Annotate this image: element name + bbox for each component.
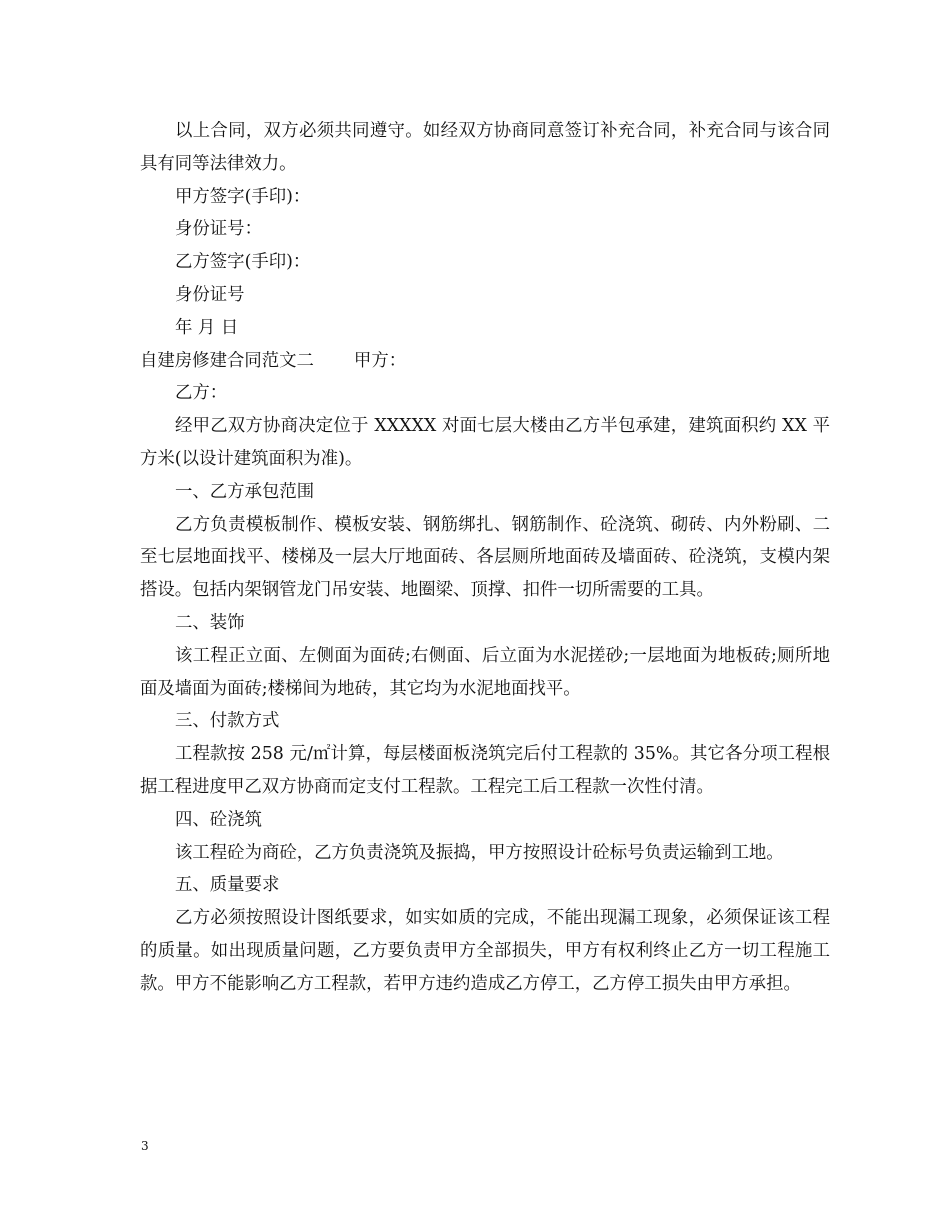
party-a-signature-line: 甲方签字(手印)：: [175, 186, 311, 207]
clause-heading-quality: 五、质量要求: [175, 875, 280, 896]
clause-heading-scope: 一、乙方承包范围: [175, 481, 315, 502]
paragraph-project-description: 经甲乙双方协商决定位于 XXXXX 对面七层大楼由乙方半包承建，建筑面积约 XX 平方米(以设计建筑面积为准)。: [140, 416, 830, 469]
paragraph-payment: 工程款按 258 元/㎡计算，每层楼面板浇筑完后付工程款的 35%。其它各分项工程根据工程进度甲乙双方协商而定支付工程款。工程完工后工程款一次性付清。: [140, 744, 830, 797]
party-b-id-line: 身份证号: [175, 284, 245, 305]
clause-heading-concrete: 四、砼浇筑: [175, 809, 262, 830]
paragraph-decoration: 该工程正立面、左侧面为面砖;右侧面、后立面为水泥搓砂;一层地面为地板砖;厕所地面及墙面为面砖;楼梯间为地砖，其它均为水泥地面找平。: [140, 645, 830, 699]
party-a-label: 甲方：: [353, 350, 407, 371]
paragraph-concrete: 该工程砼为商砼，乙方负责浇筑及振捣，甲方按照设计砼标号负责运输到工地。: [175, 842, 784, 863]
party-b-label-line: 乙方：: [175, 383, 228, 404]
clause-heading-payment: 三、付款方式: [175, 711, 280, 732]
document-section-title: 自建房修建合同范文二: [140, 350, 314, 371]
paragraph-contract-validity: 以上合同，双方必须共同遵守。如经双方协商同意签订补充合同，补充合同与该合同具有同等法律效力。: [140, 121, 830, 174]
section-heading-line: [140, 345, 830, 378]
clause-heading-decoration: 二、装饰: [175, 612, 245, 633]
paragraph-scope: 乙方负责模板制作、模板安装、钢筋绑扎、钢筋制作、砼浇筑、砌砖、内外粉刷、二至七层地面找平、楼梯及一层大厅地面砖、各层厕所地面砖及墙面砖、砼浇筑，支模内架搭设。包括内架钢管龙门吊安装、地圈梁、顶撑、扣件一切所需要的工具。: [140, 514, 830, 601]
party-b-signature-line: 乙方签字(手印)：: [175, 252, 311, 273]
page-number: 3: [141, 1139, 149, 1153]
document-body: [140, 115, 830, 1001]
party-a-id-line: 身份证号：: [175, 219, 262, 240]
date-line: 年 月 日: [175, 317, 239, 338]
paragraph-quality: 乙方必须按照设计图纸要求，如实如质的完成，不能出现漏工现象，必须保证该工程的质量。如出现质量问题，乙方要负责甲方全部损失，甲方有权利终止乙方一切工程施工款。甲方不能影响乙方工程款，若甲方违约造成乙方停工，乙方停工损失由甲方承担。: [140, 908, 830, 994]
